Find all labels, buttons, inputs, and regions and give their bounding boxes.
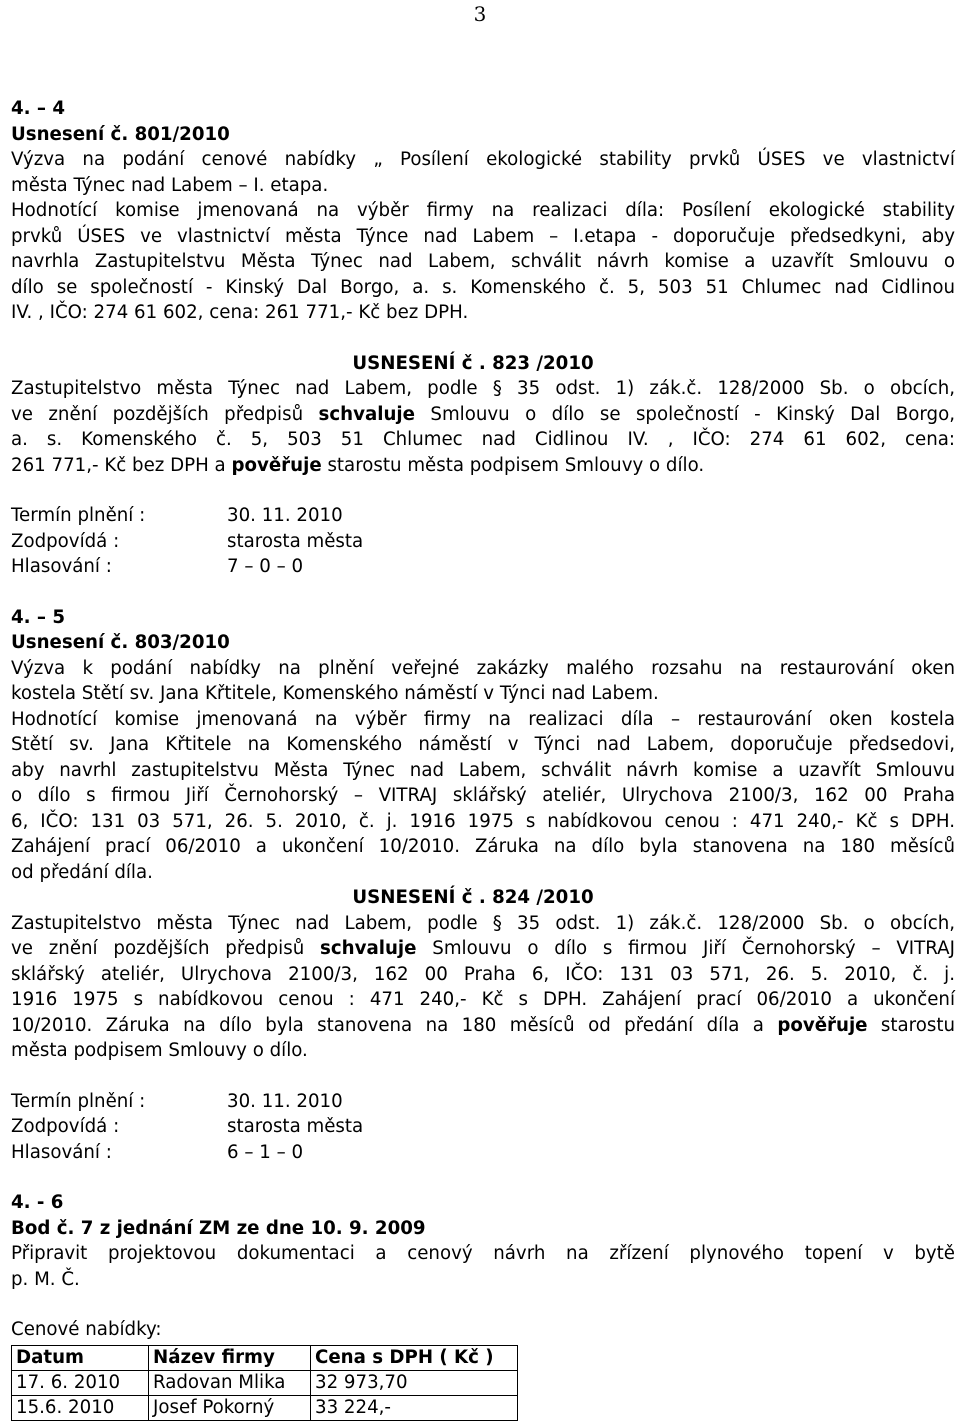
decision-text: ve znění pozdějších předpisů: [11, 403, 319, 425]
hlasovani-row: [11, 1140, 955, 1166]
paragraph-line: od předání díla.: [11, 861, 153, 883]
decision-line: [11, 453, 955, 479]
paragraph-line: prvků ÚSES ve vlastnictví města Týnce nad Labem – I.etapa - doporučuje předsedkyni, aby: [11, 225, 955, 247]
decision-title: USNESENÍ č . 823 /2010: [352, 352, 594, 374]
zodpovida-value: starosta města: [227, 530, 364, 552]
termin-row: [11, 503, 955, 529]
bod-label: Bod č. 7 z jednání ZM ze dne 10. 9. 2009: [11, 1217, 426, 1239]
decision-title: USNESENÍ č . 824 /2010: [352, 887, 594, 908]
offers-table: [11, 1345, 518, 1421]
table-header: Datum: [12, 1345, 149, 1370]
zodpovida-value: starosta města: [227, 1116, 364, 1137]
paragraph-line: 6, IČO: 131 03 571, 26. 5. 2010, č. j. 1916 1975 s nabídkovou cenou : 471 240,- Kč s DPH.: [11, 810, 955, 832]
termin-label: Termín plnění :: [11, 1090, 146, 1112]
hlasovani-value: 7 – 0 – 0: [227, 556, 304, 577]
paragraph-line: aby navrhl zastupitelstvu Města Týnec nad Labem, schválit návrh komise a uzavřít Smlouvu: [11, 759, 955, 781]
termin-value: 30. 11. 2010: [227, 1090, 343, 1112]
decision-line: a. s. Komenského č. 5, 503 51 Chlumec nad Cidlinou IV. , IČO: 274 61 602, cena:: [11, 429, 955, 450]
paragraph-line: p. M. Č.: [11, 1268, 80, 1290]
paragraph-line: Zahájení prací 06/2010 a ukončení 10/2010. Záruka na dílo byla stanovena na 180 měsíců: [11, 836, 955, 857]
decision-line: Zastupitelstvo města Týnec nad Labem, podle § 35 odst. 1) zák.č. 128/2000 Sb. o obcích,: [11, 912, 955, 934]
decision-line: Zastupitelstvo města Týnec nad Labem, podle § 35 odst. 1) zák.č. 128/2000 Sb. o obcích,: [11, 378, 955, 399]
hlasovani-row: [11, 554, 955, 580]
page-number: 3: [473, 2, 487, 26]
decision-line: 1916 1975 s nabídkovou cenou : 471 240,- Kč s DPH. Zahájení prací 06/2010 a ukončení: [11, 989, 955, 1010]
table-cell: 17. 6. 2010: [12, 1370, 149, 1395]
resolution-label: Usnesení č. 803/2010: [11, 632, 230, 653]
paragraph-line: Výzva k podání nabídky na plnění veřejné zakázky malého rozsahu na restaurování oken: [11, 657, 955, 679]
decision-text: Smlouvu o dílo se společností - Kinský Dal Borgo,: [414, 403, 955, 425]
decision-line: [11, 1013, 955, 1039]
resolution-label: Usnesení č. 801/2010: [11, 123, 230, 145]
section-heading: 4. – 5: [11, 606, 65, 628]
offers-label: Cenové nabídky:: [11, 1319, 162, 1340]
hlasovani-label: Hlasování :: [11, 556, 112, 577]
table-row: [12, 1370, 518, 1395]
zodpovida-label: Zodpovídá :: [11, 530, 120, 552]
decision-verb: schvaluje: [318, 403, 415, 425]
zodpovida-row: [11, 1114, 955, 1140]
termin-label: Termín plnění :: [11, 505, 146, 526]
document-body: [11, 96, 955, 1421]
zodpovida-label: Zodpovídá :: [11, 1116, 120, 1137]
paragraph-line: kostela Stětí sv. Jana Křtitele, Komenského náměstí v Týnci nad Labem.: [11, 683, 659, 704]
decision-line: města podpisem Smlouvy o dílo.: [11, 1040, 308, 1061]
decision-text: Smlouvu o dílo s firmou Jiří Černohorský – VITRAJ: [416, 938, 955, 959]
paragraph-line: o dílo s firmou Jiří Černohorský – VITRAJ sklářský ateliér, Ulrychova 2100/3, 162 00 Praha: [11, 785, 955, 806]
decision-line: [11, 936, 955, 962]
table-header: Cena s DPH ( Kč ): [311, 1345, 518, 1370]
hlasovani-value: 6 – 1 – 0: [227, 1141, 304, 1163]
decision-verb: pověřuje: [231, 454, 322, 476]
table-header-row: [12, 1345, 518, 1370]
paragraph-line: Připravit projektovou dokumentaci a cenový návrh na zřízení plynového topení v bytě: [11, 1243, 955, 1264]
termin-row: [11, 1089, 955, 1115]
termin-value: 30. 11. 2010: [227, 505, 343, 526]
decision-text: starostu města podpisem Smlouvy o dílo.: [321, 454, 705, 476]
table-cell: Radovan Mlika: [149, 1370, 311, 1395]
paragraph-line: IV. , IČO: 274 61 602, cena: 261 771,- Kč bez DPH.: [11, 302, 469, 323]
decision-text: starostu: [867, 1014, 956, 1036]
zodpovida-row: [11, 529, 955, 555]
decision-text: 10/2010. Záruka na dílo byla stanovena na 180 měsíců od předání díla a: [11, 1014, 778, 1036]
paragraph-line: Hodnotící komise jmenovaná na výběr firmy na realizaci díla: Posílení ekologické stability: [11, 200, 955, 221]
decision-text: ve znění pozdějších předpisů: [11, 938, 321, 959]
table-header: Název firmy: [149, 1345, 311, 1370]
table-cell: 15.6. 2010: [12, 1395, 149, 1420]
decision-verb: pověřuje: [777, 1014, 868, 1036]
decision-line: sklářský ateliér, Ulrychova 2100/3, 162 00 Praha 6, IČO: 131 03 571, 26. 5. 2010, č. j.: [11, 963, 955, 985]
table-cell: 33 224,-: [311, 1395, 518, 1420]
paragraph-line: Stětí sv. Jana Křtitele na Komenského náměstí v Týnci nad Labem, doporučuje předsedovi,: [11, 734, 955, 755]
table-cell: 32 973,70: [311, 1370, 518, 1395]
paragraph-line: navrhla Zastupitelstvu Města Týnec nad Labem, schválit návrh komise a uzavřít Smlouvu o: [11, 251, 955, 272]
paragraph-line: Výzva na podání cenové nabídky „ Posílení ekologické stability prvků ÚSES ve vlastnictví: [11, 149, 955, 170]
table-cell: Josef Pokorný: [149, 1395, 311, 1420]
paragraph-line: dílo se společností - Kinský Dal Borgo, a. s. Komenského č. 5, 503 51 Chlumec nad Cidlinou: [11, 276, 955, 298]
paragraph-line: města Týnec nad Labem – I. etapa.: [11, 174, 329, 196]
table-row: [12, 1395, 518, 1420]
decision-line: [11, 402, 955, 428]
section-heading: 4. - 6: [11, 1192, 64, 1213]
decision-verb: schvaluje: [320, 938, 417, 959]
decision-text: 261 771,- Kč bez DPH a: [11, 454, 232, 476]
hlasovani-label: Hlasování :: [11, 1141, 112, 1163]
paragraph-line: Hodnotící komise jmenovaná na výběr firmy na realizaci díla – restaurování oken kostela: [11, 708, 955, 730]
section-heading: 4. – 4: [11, 98, 65, 119]
